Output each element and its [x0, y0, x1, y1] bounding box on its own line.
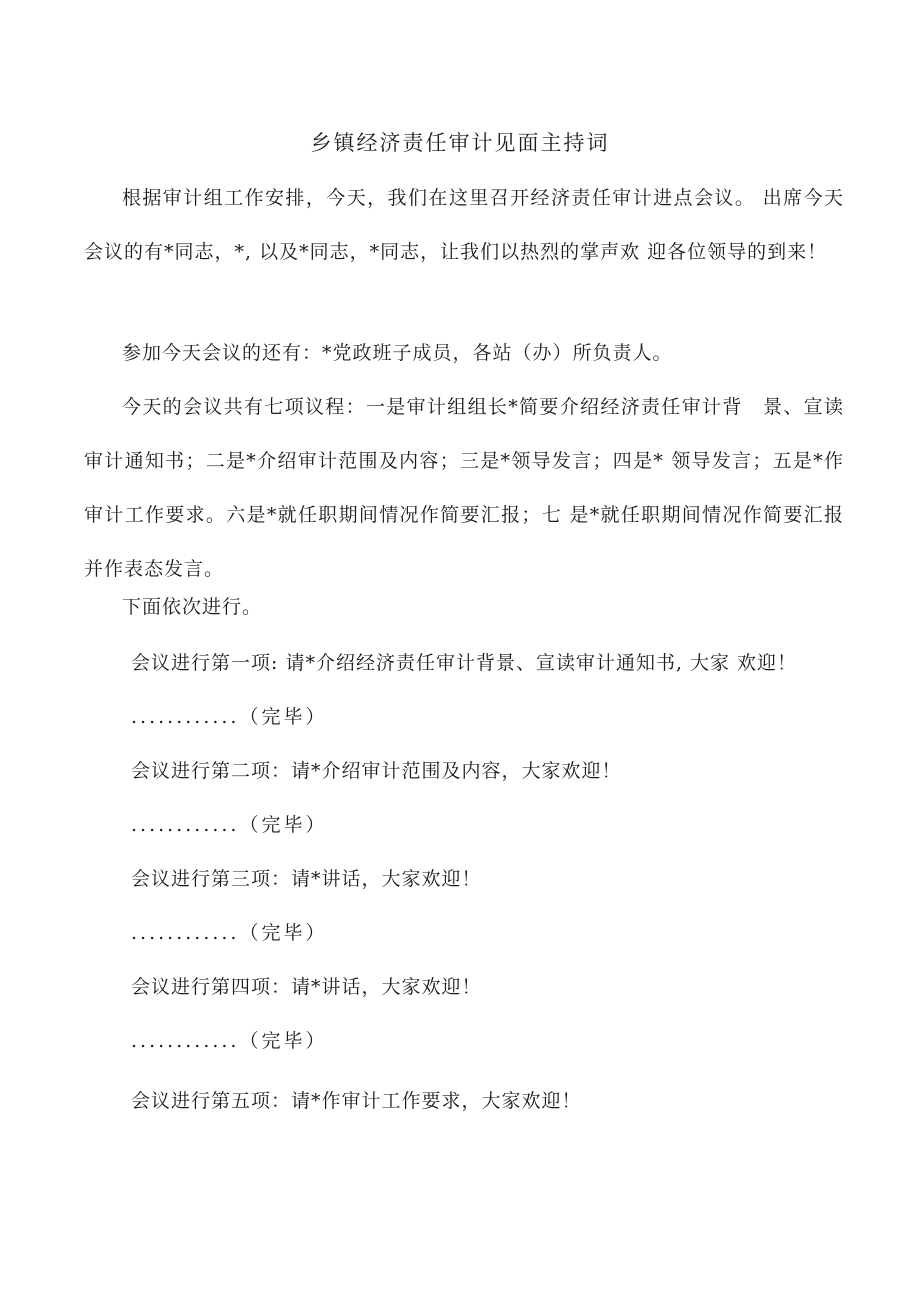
agenda-item-5: 会议进行第五项：请*作审计工作要求，大家欢迎！: [131, 1090, 582, 1112]
paragraph-attendees: 参加今天会议的还有：*党政班子成员，各站（办）所负责人。: [122, 342, 673, 364]
agenda-item-3: 会议进行第三项：请*讲话，大家欢迎！: [131, 868, 482, 890]
completion-marker-1: ............（完毕）: [131, 706, 328, 728]
completion-marker-3: ............（完毕）: [131, 922, 328, 944]
paragraph-opening: 根据审计组工作安排，今天，我们在这里召开经济责任审计进点会议。 出席今天会议的有*同志，*, 以及*同志，*同志，让我们以热烈的掌声欢 迎各位领导的到来！: [84, 187, 844, 263]
paragraph-proceed: 下面依次进行。: [122, 596, 263, 618]
document-title: 乡镇经济责任审计见面主持词: [310, 131, 610, 155]
completion-marker-4: ............（完毕）: [131, 1030, 328, 1052]
agenda-item-1: 会议进行第一项: 请*介绍经济责任审计背景、宣读审计通知书, 大家 欢迎！: [131, 652, 798, 674]
agenda-item-2: 会议进行第二项：请*介绍审计范围及内容，大家欢迎！: [131, 760, 622, 782]
paragraph-agenda-overview: 今天的会议共有七项议程：一是审计组组长*简要介绍经济责任审计背 景、宣读审计通知书；二是*介绍审计范围及内容；三是*领导发言；四是* 领导发言；五是*作审计工作要求。六是*就任职期间情况作简要汇报；七 是*就任职期间情况作简要汇报并作表态发言。: [84, 396, 844, 580]
agenda-item-4: 会议进行第四项：请*讲话，大家欢迎！: [131, 976, 482, 998]
completion-marker-2: ............（完毕）: [131, 814, 328, 836]
